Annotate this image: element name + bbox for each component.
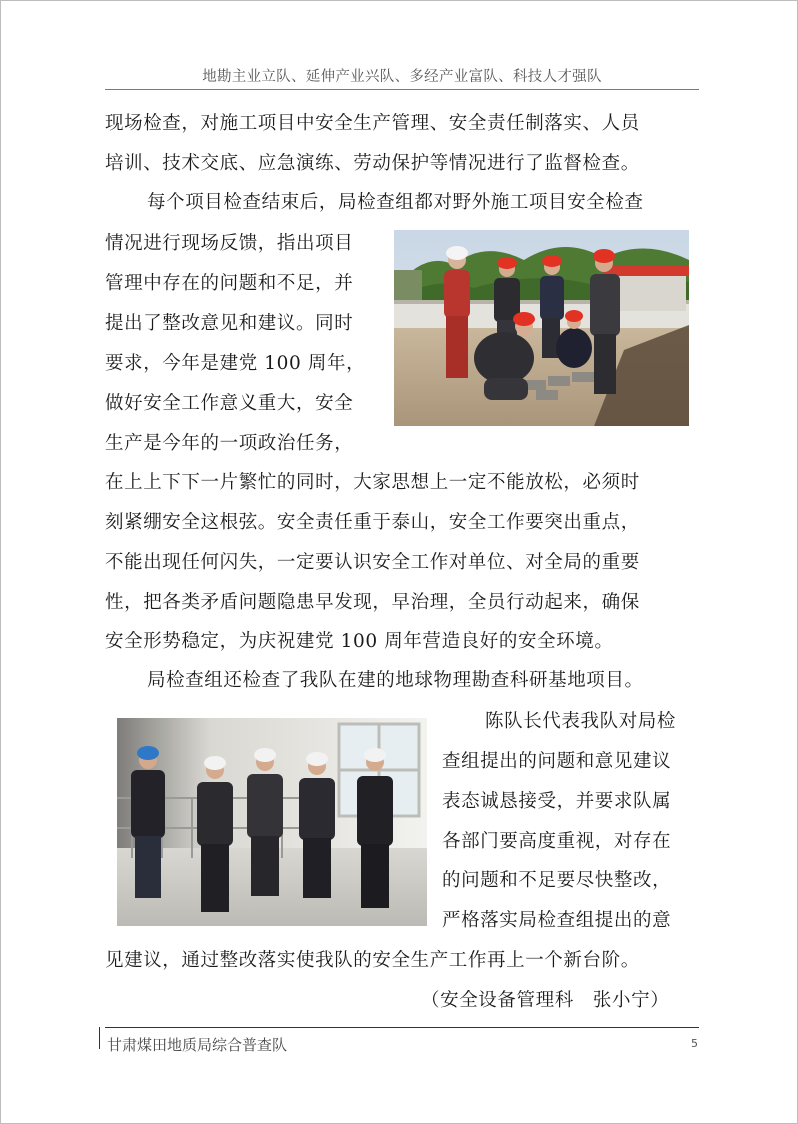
text-line: 刻紧绷安全这根弦。安全责任重于泰山，安全工作要突出重点， xyxy=(105,512,640,533)
signature-line: （安全设备管理科 张小宁） xyxy=(421,990,670,1011)
text-line: 情况进行现场反馈，指出项目 xyxy=(105,233,354,254)
text-line: 严格落实局检查组提出的意 xyxy=(442,910,672,931)
text-line: 安全形势稳定，为庆祝建党 100 周年营造良好的安全环境。 xyxy=(105,631,614,652)
text-line: 生产是今年的一项政治任务， xyxy=(105,433,354,454)
text-line: 性，把各类矛盾问题隐患早发现，早治理，全员行动起来，确保 xyxy=(105,592,640,613)
text-line: 陈队长代表我队对局检 xyxy=(485,711,677,732)
page-number: 5 xyxy=(691,1037,698,1050)
text-line: 查组提出的问题和意见建议 xyxy=(442,751,672,772)
footer-organization: 甘肃煤田地质局综合普查队 xyxy=(107,1036,288,1054)
page-header: 地勘主业立队、延伸产业兴队、多经产业富队、科技人才强队 xyxy=(202,69,602,85)
text-line: 的问题和不足要尽快整改， xyxy=(442,870,672,891)
text-line: 表态诚恳接受，并要求队属 xyxy=(442,791,672,812)
text-line: 要求，今年是建党 100 周年， xyxy=(105,353,366,374)
footer-tick xyxy=(99,1027,100,1049)
text-line: 做好安全工作意义重大，安全 xyxy=(105,393,354,414)
text-line: 局检查组还检查了我队在建的地球物理勘查科研基地项目。 xyxy=(147,670,644,691)
text-line: 见建议，通过整改落实使我队的安全生产工作再上一个新台阶。 xyxy=(105,950,640,971)
text-line: 现场检查，对施工项目中安全生产管理、安全责任制落实、人员 xyxy=(105,113,640,134)
text-line: 管理中存在的问题和不足，并 xyxy=(105,273,354,294)
header-rule xyxy=(105,89,699,90)
text-line: 每个项目检查结束后，局检查组都对野外施工项目安全检查 xyxy=(147,192,644,213)
text-line: 在上上下下一片繁忙的同时，大家思想上一定不能放松，必须时 xyxy=(105,472,640,493)
text-line: 不能出现任何闪失，一定要认识安全工作对单位、对全局的重要 xyxy=(105,552,640,573)
footer-rule xyxy=(105,1027,699,1028)
text-line: 各部门要高度重视，对存在 xyxy=(442,831,672,852)
text-line: 培训、技术交底、应急演练、劳动保护等情况进行了监督检查。 xyxy=(105,153,640,174)
site-inspection-photo xyxy=(394,230,689,426)
text-line: 提出了整改意见和建议。同时 xyxy=(105,313,354,334)
building-inspection-photo xyxy=(117,718,427,926)
